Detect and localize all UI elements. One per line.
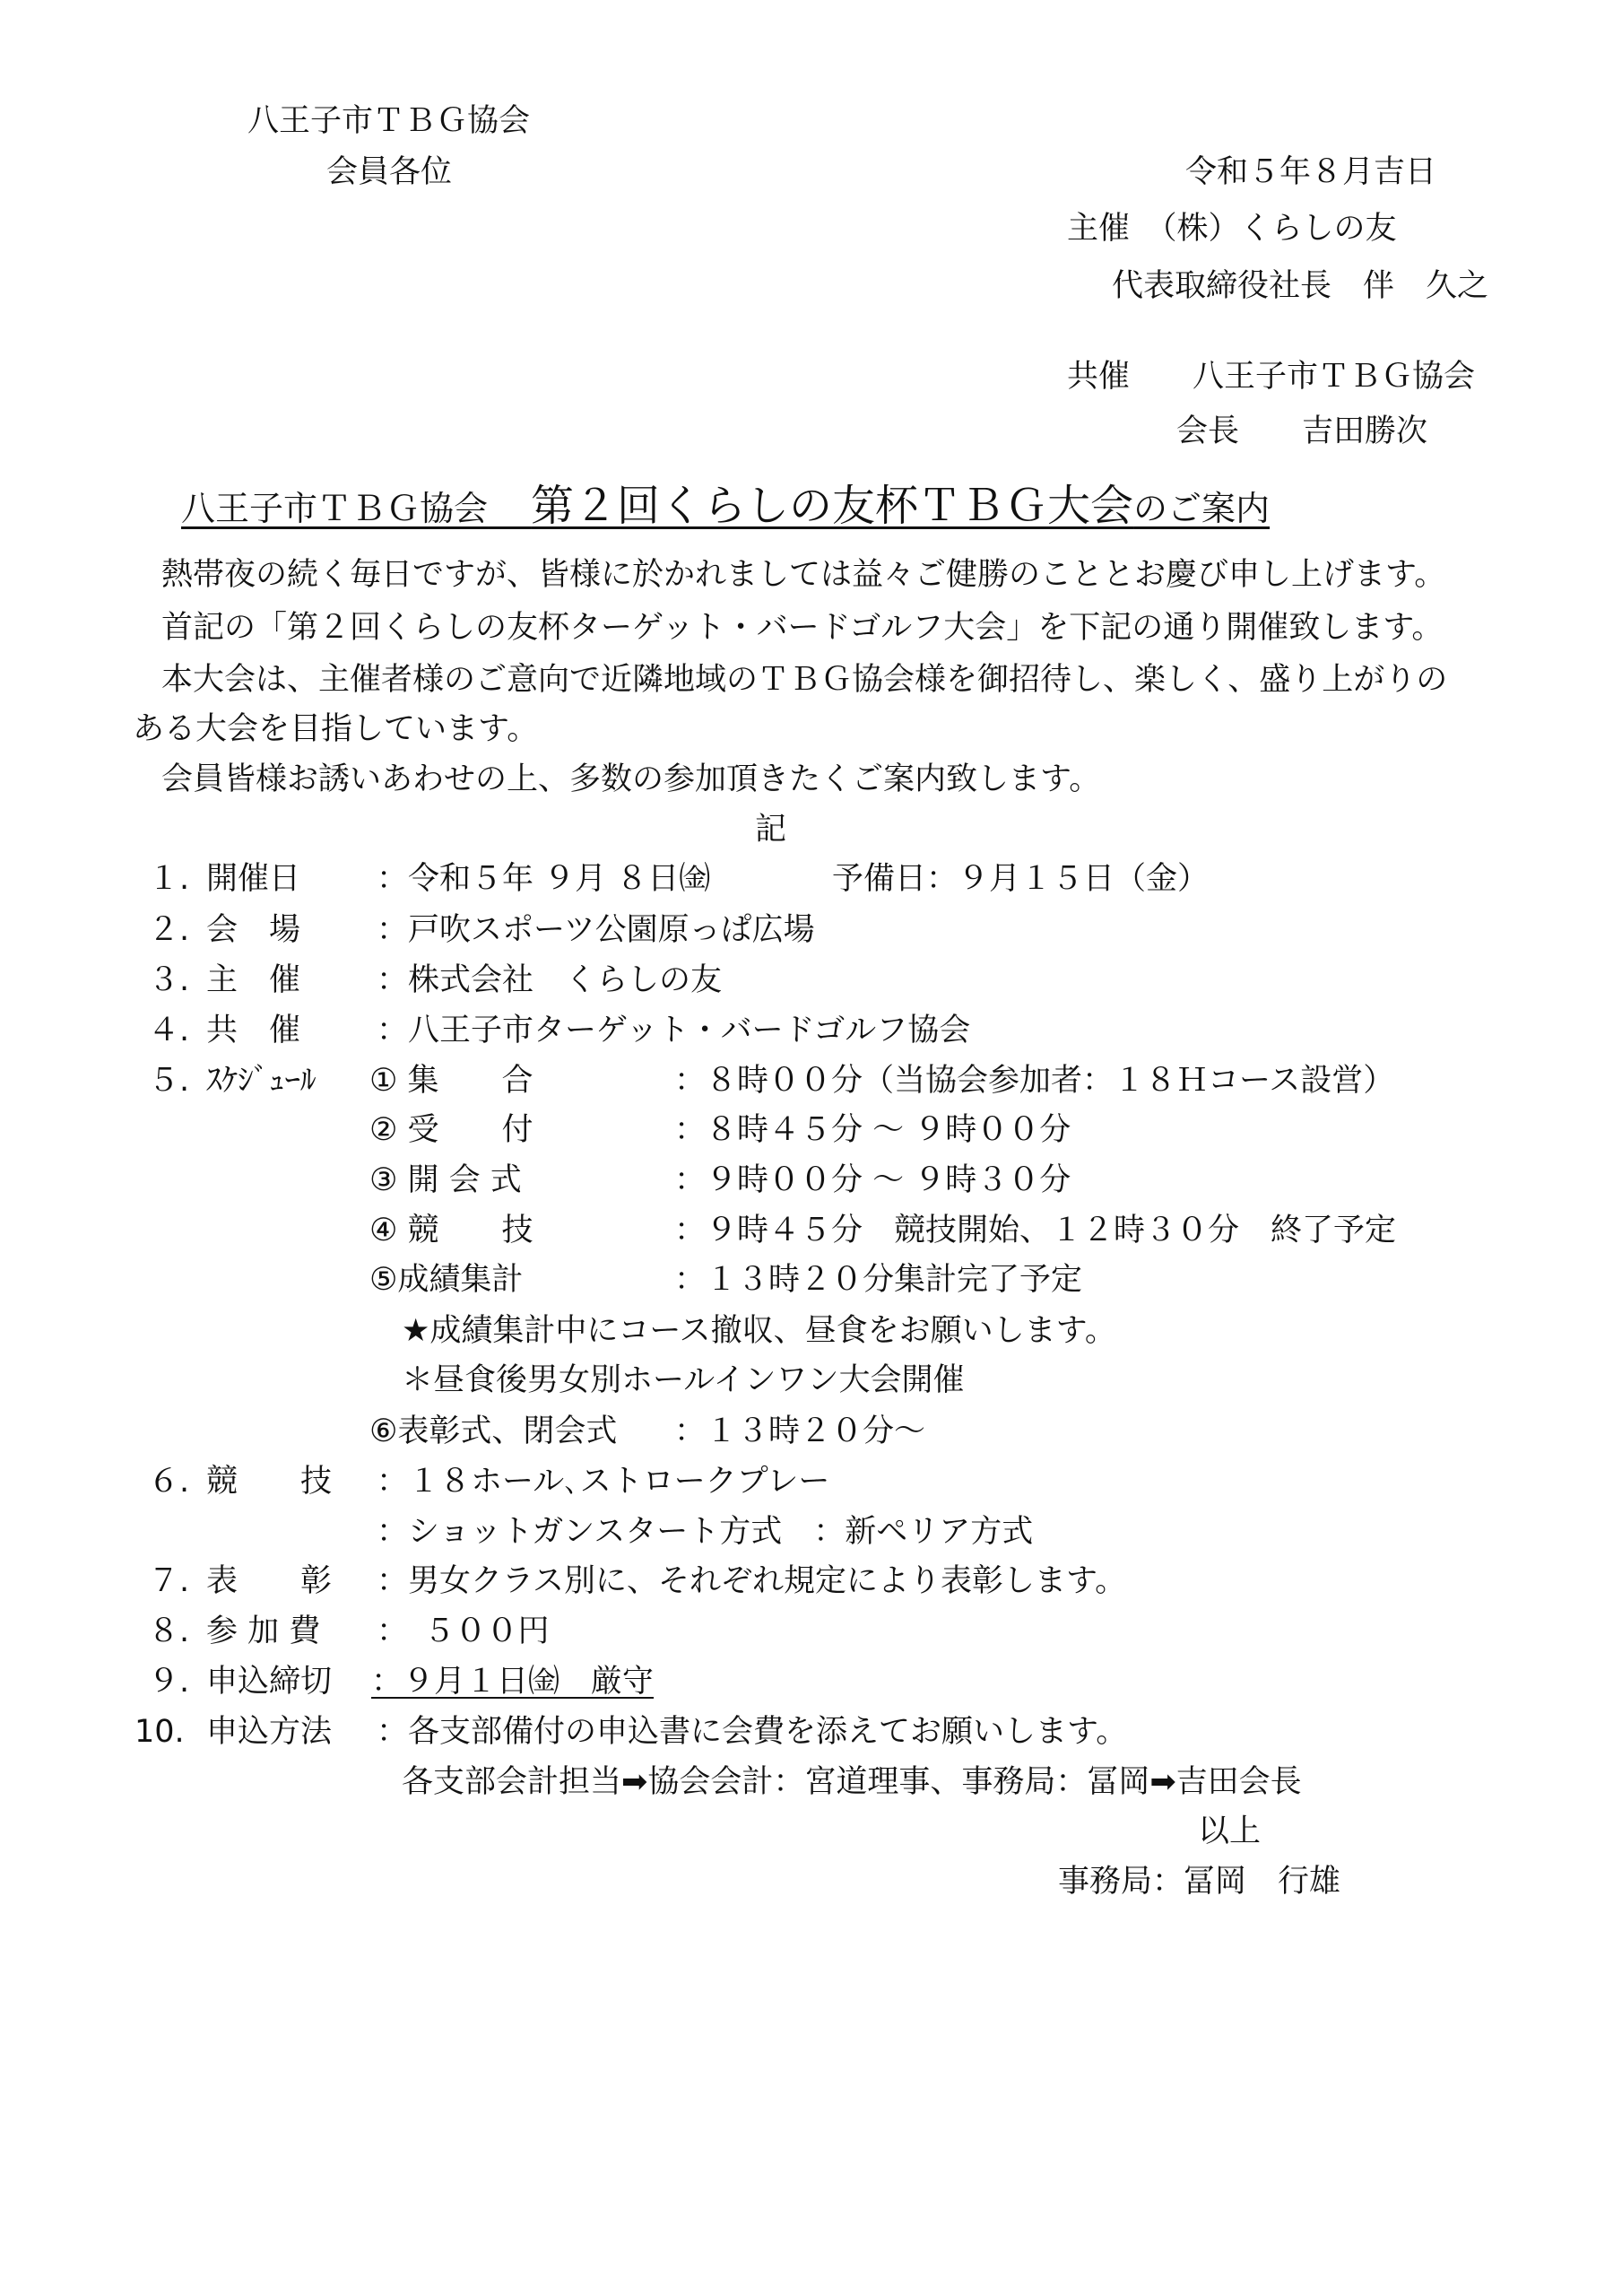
item-value: ：八王子市ターゲット・バードゴルフ協会 [377, 1013, 971, 1048]
schedule-label: ⑥表彰式、閉会式 [369, 1413, 618, 1449]
schedule-label: ① 集 合 [369, 1063, 533, 1099]
intro-line: ある大会を目指しています。 [133, 711, 539, 747]
item-value: ：令和５年 ９月 ８日㈮ [377, 861, 711, 897]
item-label: 主 催 [206, 962, 301, 998]
secretariat: 事務局：冨岡 行雄 [1058, 1864, 1341, 1900]
item-value: ： ５００円 [377, 1613, 550, 1649]
ki-heading: 記 [755, 812, 787, 848]
item-value: ：戸吹スポーツ公園原っぱ広場 [377, 912, 815, 948]
item-number: ７. [148, 1563, 190, 1599]
schedule-value: ：１３時２０分集計完了予定 [674, 1262, 1083, 1298]
schedule-label: ② 受 付 [369, 1112, 533, 1148]
item-label: 会 場 [206, 912, 301, 948]
co-organizer: 共催 八王子市ＴＢＧ協会 [1067, 359, 1476, 395]
schedule-label: ⑤成績集計 [369, 1262, 524, 1298]
item-number: 10. [134, 1714, 185, 1750]
intro-line: 首記の「第２回くらしの友杯ターゲット・バードゴルフ大会」を下記の通り開催致します。 [161, 610, 1444, 646]
recipient: 会員各位 [326, 154, 453, 190]
intro-line: 本大会は、主催者様のご意向で近隣地域のＴＢＧ協会様を御招待し、楽しく、盛り上がりの [161, 662, 1448, 698]
schedule-note: ＊昼食後男女別ホールインワン大会開催 [402, 1362, 965, 1398]
item-value: ：１８ホール､ストロークプレー [377, 1464, 830, 1500]
schedule-label: ④ 競 技 [369, 1213, 533, 1248]
schedule-value: ：１３時２０分～ [674, 1413, 926, 1449]
item-number: ８. [148, 1613, 190, 1649]
item-label: 競 技 [206, 1464, 333, 1500]
item-label: 申込締切 [206, 1664, 333, 1700]
item-number: ３. [148, 962, 190, 998]
title-main: 第２回くらしの友杯ＴＢＧ大会 [531, 481, 1134, 531]
recipient-org: 八王子市ＴＢＧ協会 [247, 103, 531, 139]
deadline-value: ：９月１日㈮ 厳守 [371, 1664, 655, 1700]
schedule-value: ：８時００分（当協会参加者：１８Ｈコース設営） [674, 1063, 1395, 1099]
schedule-note: ★成績集計中にコース撤収、昼食をお願いします。 [402, 1313, 1116, 1349]
item-number: ９. [148, 1664, 190, 1700]
organizer-representative: 代表取締役社長 伴 久之 [1112, 268, 1489, 304]
intro-line: 会員皆様お誘いあわせの上、多数の参加頂きたくご案内致します。 [161, 761, 1101, 797]
title-prefix: 八王子市ＴＢＧ協会 [181, 489, 489, 528]
item-value: ：男女クラス別に、それぞれ規定により表彰します。 [377, 1563, 1127, 1599]
item-label: 共 催 [206, 1013, 301, 1048]
item-number: ２. [148, 912, 190, 948]
item-value: ：株式会社 くらしの友 [377, 962, 723, 998]
item-number: ５. [148, 1063, 190, 1099]
closing-text: 以上 [1198, 1813, 1262, 1849]
co-organizer-representative: 会長 吉田勝次 [1176, 413, 1428, 449]
item-label: 表 彰 [206, 1563, 333, 1599]
reserve-date: 予備日：９月１５日（金） [832, 861, 1210, 897]
item-number: ６. [148, 1464, 190, 1500]
organizer: 主催 （株）くらしの友 [1067, 211, 1397, 247]
document-date: 令和５年８月吉日 [1185, 154, 1437, 190]
title-suffix: のご案内 [1133, 489, 1271, 528]
item-label: 開催日 [206, 861, 301, 897]
item-number: １. [148, 861, 190, 897]
intro-line: 熱帯夜の続く毎日ですが、皆様に於かれましては益々ご健勝のこととお慶び申し上げます。 [161, 557, 1446, 593]
item-label: ｽｹｼﾞｭｰﾙ [206, 1063, 317, 1099]
page-title [181, 481, 1271, 531]
item-label: 参 加 費 [206, 1613, 321, 1649]
item-value-extra: ：ショットガンスタート方式 ：新ペリア方式 [377, 1514, 1034, 1550]
item-value: ：各支部備付の申込書に会費を添えてお願いします。 [377, 1714, 1128, 1750]
schedule-value: ：９時００分 ～ ９時３０分 [674, 1162, 1071, 1198]
schedule-label: ③ 開 会 式 [369, 1162, 522, 1198]
item-label: 申込方法 [206, 1714, 333, 1750]
schedule-value: ：８時４５分 ～ ９時００分 [674, 1112, 1071, 1148]
item-value-extra: 各支部会計担当➡協会会計：宮道理事、事務局：冨岡➡吉田会長 [402, 1764, 1302, 1800]
schedule-value: ：９時４５分 競技開始、１２時３０分 終了予定 [674, 1213, 1397, 1248]
item-number: ４. [148, 1013, 190, 1048]
